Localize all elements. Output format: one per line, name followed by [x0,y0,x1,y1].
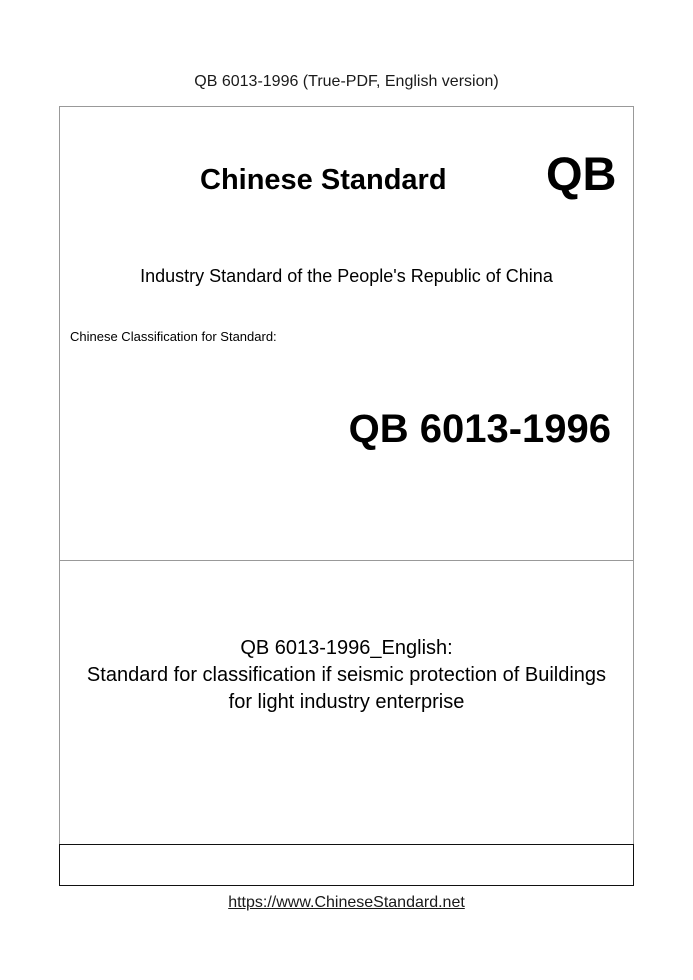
description [60,635,633,716]
empty-bottom-box [60,845,633,885]
description-line-2: Standard for classification if seismic protection of Buildings [86,664,607,686]
standard-number: QB 6013-1996 [348,407,611,451]
description-panel [60,561,633,845]
page-header: QB 6013-1996 (True-PDF, English version) [194,73,499,90]
cover-frame [59,106,634,886]
standard-type-badge: QB [546,147,617,200]
cover-top-panel [60,107,633,561]
cover-subtitle: Industry Standard of the People's Republic of China [140,266,553,286]
classification-label: Chinese Classification for Standard: [70,329,277,344]
website-link[interactable]: https://www.ChineseStandard.net [228,894,465,911]
description-line-1: QB 6013-1996_English: [240,637,453,659]
cover-title: Chinese Standard [200,164,447,196]
description-line-3: for light industry enterprise [228,691,465,713]
footer [0,892,693,914]
